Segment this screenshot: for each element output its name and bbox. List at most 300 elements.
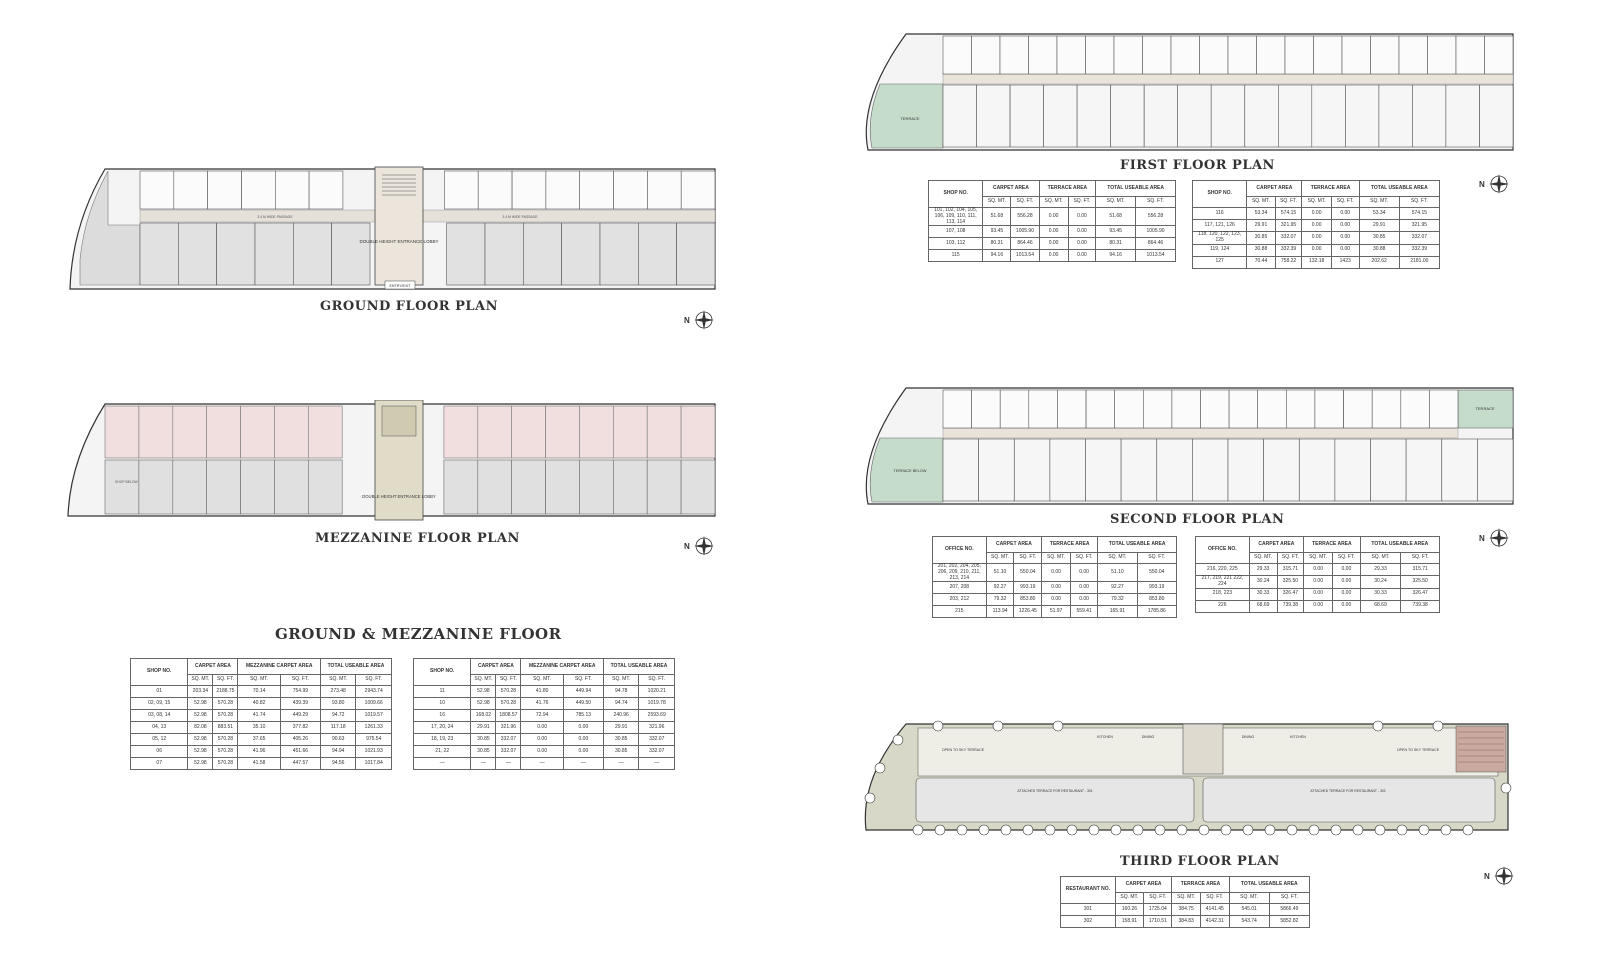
table-cell: 165.91 bbox=[1098, 606, 1137, 618]
table-cell: 321.95 bbox=[1275, 220, 1302, 232]
table-cell: 132.18 bbox=[1302, 256, 1331, 268]
table-unit-cell: SQ. MT. bbox=[320, 675, 355, 686]
table-row bbox=[1196, 588, 1440, 600]
compass-mezzanine bbox=[680, 534, 718, 563]
tree-icon bbox=[1331, 825, 1341, 835]
table-cell: 758.22 bbox=[1275, 256, 1302, 268]
shop-below-unit bbox=[647, 460, 681, 514]
table-cell: 93.45 bbox=[1096, 226, 1136, 238]
sf-terrace: TERRACE bbox=[1475, 406, 1495, 411]
table-cell: 68.69 bbox=[1360, 600, 1401, 612]
table-row bbox=[1193, 208, 1440, 220]
mz-lobby-label: DOUBLE HEIGHT ENTRANCE LOBBY bbox=[362, 494, 436, 499]
tree-icon bbox=[979, 825, 989, 835]
compass-first bbox=[1475, 172, 1513, 201]
third-floor-table bbox=[1060, 876, 1310, 928]
table-header-cell: TERRACE AREA bbox=[1302, 181, 1359, 197]
shop-below-unit bbox=[105, 460, 139, 514]
table-cell: 0.00 bbox=[1068, 208, 1096, 226]
table-unit-cell: SQ. FT. bbox=[1014, 553, 1042, 564]
table-cell: 29.91 bbox=[1359, 220, 1399, 232]
shop-unit bbox=[309, 171, 343, 209]
shop-unit bbox=[1245, 85, 1279, 147]
shop-unit bbox=[485, 223, 523, 285]
table-cell: 05, 12 bbox=[131, 734, 188, 746]
table-cell: 93.80 bbox=[320, 698, 355, 710]
shop-below-unit bbox=[546, 460, 580, 514]
office-unit bbox=[1335, 439, 1371, 501]
table-row bbox=[1193, 244, 1440, 256]
table-cell: 570.28 bbox=[213, 698, 238, 710]
table-cell: 0.00 bbox=[563, 722, 603, 734]
shop-unit bbox=[1010, 85, 1044, 147]
table-cell: 559.41 bbox=[1070, 606, 1097, 618]
office-unit bbox=[1264, 439, 1300, 501]
table-row bbox=[131, 734, 392, 746]
mezzanine-floor-drawing bbox=[60, 400, 720, 526]
mezzanine-unit bbox=[241, 406, 275, 458]
shop-below-unit bbox=[613, 460, 647, 514]
table-unit-cell: SQ. MT. bbox=[1249, 553, 1277, 564]
table-header-cell: SHOP NO. bbox=[1193, 181, 1247, 208]
table-cell: 30.88 bbox=[1359, 244, 1399, 256]
table-cell: 864.46 bbox=[1011, 238, 1039, 250]
tree-icon bbox=[1053, 721, 1063, 731]
table-cell: 30.85 bbox=[603, 746, 638, 758]
second-floor-table-left bbox=[932, 536, 1177, 618]
table-cell: 51.97 bbox=[1042, 606, 1071, 618]
table-unit-cell: SQ. MT. bbox=[1096, 197, 1136, 208]
shop-unit bbox=[1029, 36, 1058, 74]
office-unit bbox=[943, 439, 979, 501]
tf-kitchen-left: KITCHEN bbox=[1097, 735, 1113, 739]
table-cell: 883.51 bbox=[213, 722, 238, 734]
table-cell: 739.38 bbox=[1277, 600, 1303, 612]
office-unit bbox=[1344, 390, 1373, 428]
table-cell: 321.95 bbox=[1399, 220, 1439, 232]
office-unit bbox=[1192, 439, 1228, 501]
tree-icon bbox=[1353, 825, 1363, 835]
table-cell: 0.00 bbox=[1068, 238, 1096, 250]
table-cell: 326.47 bbox=[1277, 588, 1303, 600]
table-unit-cell: SQ. MT. bbox=[238, 675, 280, 686]
table-row bbox=[414, 710, 675, 722]
table-unit-cell: SQ. FT. bbox=[1200, 893, 1229, 904]
table-header-cell: TERRACE AREA bbox=[1042, 537, 1098, 553]
table-row bbox=[933, 594, 1177, 606]
table-cell: 0.00 bbox=[1304, 576, 1333, 589]
office-unit bbox=[979, 439, 1015, 501]
table-row bbox=[929, 250, 1176, 262]
table-cell: 332.07 bbox=[496, 734, 521, 746]
table-cell: 0.00 bbox=[1042, 564, 1071, 582]
table-cell: 570.28 bbox=[213, 746, 238, 758]
table-header-cell: TERRACE AREA bbox=[1172, 877, 1229, 893]
tree-icon bbox=[1067, 825, 1077, 835]
table-cell: 52.98 bbox=[188, 758, 213, 770]
mezzanine-floor-title: MEZZANINE FLOOR PLAN bbox=[315, 531, 520, 546]
tree-icon bbox=[1089, 825, 1099, 835]
tree-icon bbox=[1221, 825, 1231, 835]
tf-open-terrace-right: OPEN TO SKY TERRACE bbox=[1396, 748, 1440, 752]
mezzanine-unit bbox=[478, 406, 512, 458]
office-unit bbox=[1121, 439, 1157, 501]
table-cell: 0.00 bbox=[1070, 594, 1097, 606]
table-unit-cell: SQ. MT. bbox=[471, 675, 496, 686]
table-row bbox=[933, 564, 1177, 582]
table-cell: 53.34 bbox=[1359, 208, 1399, 220]
first-floor-drawing bbox=[858, 30, 1518, 156]
table-cell: 1005.90 bbox=[1011, 226, 1039, 238]
shop-unit bbox=[1114, 36, 1143, 74]
table-cell: 273.48 bbox=[320, 686, 355, 698]
table-cell: 993.19 bbox=[1014, 582, 1042, 594]
table-cell: 570.28 bbox=[213, 758, 238, 770]
shop-unit bbox=[1228, 36, 1257, 74]
office-unit bbox=[1371, 439, 1407, 501]
mezzanine-unit bbox=[274, 406, 308, 458]
mezzanine-unit bbox=[308, 406, 342, 458]
office-unit bbox=[1372, 390, 1401, 428]
table-row bbox=[414, 686, 675, 698]
table-cell: 41.96 bbox=[238, 746, 280, 758]
shop-unit bbox=[1342, 36, 1371, 74]
compass-rose-icon bbox=[1489, 174, 1509, 194]
table-unit-cell: SQ. FT. bbox=[1333, 553, 1360, 564]
table-cell: 51.68 bbox=[1096, 208, 1136, 226]
shop-below-unit bbox=[478, 460, 512, 514]
gf-lobby-label: DOUBLE HEIGHT ENTRANCE LOBBY bbox=[359, 239, 439, 244]
table-row bbox=[929, 226, 1176, 238]
table-cell: 0.00 bbox=[1039, 238, 1068, 250]
tf-attached-left: ATTACHED TERRACE FOR RESTAURANT - 301 bbox=[1017, 789, 1093, 793]
table-header-cell: SHOP NO. bbox=[414, 659, 471, 686]
table-cell: 315.71 bbox=[1277, 564, 1303, 576]
table-row bbox=[131, 758, 392, 770]
tree-icon bbox=[1309, 825, 1319, 835]
shop-unit bbox=[1077, 85, 1111, 147]
table-cell: 202.62 bbox=[1359, 256, 1399, 268]
tree-icon bbox=[1001, 825, 1011, 835]
table-cell: 11 bbox=[414, 686, 471, 698]
third-floor-title: THIRD FLOOR PLAN bbox=[1120, 854, 1280, 869]
table-cell: 06 bbox=[131, 746, 188, 758]
mezzanine-floor-plan bbox=[60, 400, 720, 526]
table-cell: 1226.45 bbox=[1014, 606, 1042, 618]
table-cell: 40.82 bbox=[238, 698, 280, 710]
table-cell: 68.69 bbox=[1249, 600, 1277, 612]
table-row bbox=[933, 606, 1177, 618]
office-unit bbox=[1228, 439, 1264, 501]
mezzanine-unit bbox=[105, 406, 139, 458]
compass-second bbox=[1475, 526, 1513, 555]
mezzanine-unit bbox=[613, 406, 647, 458]
office-unit bbox=[972, 390, 1001, 428]
table-cell: 332.07 bbox=[496, 746, 521, 758]
table-cell: 325.50 bbox=[1401, 576, 1440, 589]
table-cell: — bbox=[563, 758, 603, 770]
office-unit bbox=[1258, 390, 1287, 428]
table-cell: 70.14 bbox=[238, 686, 280, 698]
table-cell: 94.74 bbox=[603, 698, 638, 710]
table-cell: 574.15 bbox=[1275, 208, 1302, 220]
table-cell: 41.74 bbox=[238, 710, 280, 722]
table-cell: 113.94 bbox=[986, 606, 1014, 618]
table-cell: 30.85 bbox=[603, 734, 638, 746]
table-cell: 321.96 bbox=[639, 722, 675, 734]
table-unit-cell: SQ. FT. bbox=[1269, 893, 1309, 904]
office-unit bbox=[1014, 439, 1050, 501]
table-unit-cell: SQ. FT. bbox=[1275, 197, 1302, 208]
table-cell: 384.75 bbox=[1172, 904, 1201, 916]
table-cell: 1017.84 bbox=[356, 758, 392, 770]
table-cell: — bbox=[496, 758, 521, 770]
table-cell: 1808.57 bbox=[496, 710, 521, 722]
table-cell: 0.00 bbox=[1333, 600, 1360, 612]
table-cell: 754.99 bbox=[280, 686, 320, 698]
table-cell: 993.19 bbox=[1137, 582, 1176, 594]
shop-unit bbox=[1178, 85, 1212, 147]
tree-icon bbox=[875, 763, 885, 773]
table-cell: 1005.90 bbox=[1136, 226, 1176, 238]
table-cell: 94.94 bbox=[320, 746, 355, 758]
table-header-cell: TOTAL USEABLE AREA bbox=[1359, 181, 1439, 197]
shop-below-unit bbox=[308, 460, 342, 514]
table-unit-cell: SQ. MT. bbox=[1172, 893, 1201, 904]
table-row bbox=[1061, 916, 1310, 928]
tree-icon bbox=[1397, 825, 1407, 835]
shop-below-unit bbox=[139, 460, 173, 514]
shop-unit bbox=[1211, 85, 1245, 147]
table-unit-cell: SQ. FT. bbox=[1068, 197, 1096, 208]
table-cell: 80.31 bbox=[1096, 238, 1136, 250]
table-unit-cell: SQ. MT. bbox=[1302, 197, 1331, 208]
table-cell: 41.76 bbox=[521, 698, 563, 710]
gf-passage-left: 3.4 M WIDE PASSAGE bbox=[257, 215, 293, 219]
mezzanine-unit bbox=[207, 406, 241, 458]
tree-icon bbox=[1243, 825, 1253, 835]
shop-unit bbox=[1480, 85, 1514, 147]
table-row bbox=[1196, 564, 1440, 576]
mezzanine-unit bbox=[139, 406, 173, 458]
table-header-row bbox=[131, 659, 392, 675]
table-unit-cell: SQ. FT. bbox=[639, 675, 675, 686]
office-unit bbox=[1442, 439, 1478, 501]
table-cell: 07 bbox=[131, 758, 188, 770]
first-floor-table-left bbox=[928, 180, 1176, 262]
compass-third bbox=[1480, 864, 1518, 893]
second-floor-drawing bbox=[858, 384, 1518, 510]
tree-icon bbox=[1441, 825, 1451, 835]
table-header-cell: TOTAL USEABLE AREA bbox=[603, 659, 674, 675]
shop-unit bbox=[208, 171, 242, 209]
table-cell: 93.45 bbox=[983, 226, 1011, 238]
table-cell: 550.04 bbox=[1014, 564, 1042, 582]
tree-icon bbox=[993, 721, 1003, 731]
table-cell: 0.00 bbox=[1302, 208, 1331, 220]
tree-icon bbox=[1177, 825, 1187, 835]
table-cell: 117, 121, 126 bbox=[1193, 220, 1247, 232]
table-cell: 04, 13 bbox=[131, 722, 188, 734]
table-cell: 51.68 bbox=[983, 208, 1011, 226]
table-cell: 53.34 bbox=[1247, 208, 1275, 220]
table-cell: 0.00 bbox=[1302, 244, 1331, 256]
table-row bbox=[1196, 576, 1440, 589]
table-cell: 449.50 bbox=[563, 698, 603, 710]
ground-mezzanine-title: GROUND & MEZZANINE FLOOR bbox=[275, 625, 562, 643]
table-header-cell: OFFICE NO. bbox=[933, 537, 987, 564]
third-floor-drawing bbox=[858, 718, 1518, 844]
table-unit-cell: SQ. MT. bbox=[1247, 197, 1275, 208]
table-cell: 550.04 bbox=[1137, 564, 1176, 582]
table-cell: 2181.00 bbox=[1399, 256, 1439, 268]
table-cell: 556.28 bbox=[1136, 208, 1176, 226]
table-cell: 0.00 bbox=[563, 734, 603, 746]
office-unit bbox=[1477, 439, 1513, 501]
table-cell: 0.00 bbox=[1331, 232, 1359, 245]
table-unit-cell: SQ. FT. bbox=[496, 675, 521, 686]
third-floor-plan bbox=[858, 718, 1518, 844]
table-cell: 207, 208 bbox=[933, 582, 987, 594]
table-row bbox=[131, 698, 392, 710]
table-cell: 1020.21 bbox=[639, 686, 675, 698]
table-row bbox=[414, 698, 675, 710]
table-header-row bbox=[1193, 181, 1440, 197]
table-unit-cell: SQ. FT. bbox=[1331, 197, 1359, 208]
shop-unit bbox=[1412, 85, 1446, 147]
tree-icon bbox=[1265, 825, 1275, 835]
shop-unit bbox=[1312, 85, 1346, 147]
table-cell: 51.10 bbox=[1098, 564, 1137, 582]
shop-unit bbox=[600, 223, 638, 285]
mezzanine-unit bbox=[579, 406, 613, 458]
shop-unit bbox=[293, 223, 331, 285]
table-unit-cell: SQ. FT. bbox=[563, 675, 603, 686]
compass-rose-icon bbox=[1494, 866, 1514, 886]
table-cell: 117.18 bbox=[320, 722, 355, 734]
table-row bbox=[414, 734, 675, 746]
table-cell: 118, 120, 122, 123, 125 bbox=[1193, 232, 1247, 245]
shop-unit bbox=[178, 223, 216, 285]
table-unit-cell: SQ. MT. bbox=[1359, 197, 1399, 208]
tree-icon bbox=[865, 793, 875, 803]
office-unit bbox=[1086, 439, 1122, 501]
table-cell: 0.00 bbox=[1039, 226, 1068, 238]
gf-passage-right: 3.4 M WIDE PASSAGE bbox=[502, 215, 538, 219]
compass-ground bbox=[680, 308, 718, 337]
table-unit-cell: SQ. FT. bbox=[1011, 197, 1039, 208]
table-cell: 321.96 bbox=[496, 722, 521, 734]
office-unit bbox=[1406, 439, 1442, 501]
table-cell: 570.28 bbox=[496, 698, 521, 710]
shop-unit bbox=[1000, 36, 1029, 74]
table-cell: 52.98 bbox=[188, 746, 213, 758]
table-cell: 116 bbox=[1193, 208, 1247, 220]
table-cell: 570.28 bbox=[496, 686, 521, 698]
tree-icon bbox=[1045, 825, 1055, 835]
shop-unit bbox=[447, 223, 485, 285]
table-cell: 03, 08, 14 bbox=[131, 710, 188, 722]
table-cell: — bbox=[639, 758, 675, 770]
mezzanine-unit bbox=[512, 406, 546, 458]
shop-unit bbox=[332, 223, 370, 285]
table-cell: 1710.51 bbox=[1144, 916, 1172, 928]
shop-unit bbox=[512, 171, 546, 209]
second-floor-table-right bbox=[1195, 536, 1440, 613]
table-header-cell: TERRACE AREA bbox=[1304, 537, 1360, 553]
second-floor-plan bbox=[858, 384, 1518, 510]
table-cell: 82.08 bbox=[188, 722, 213, 734]
shop-unit bbox=[1171, 36, 1200, 74]
table-cell: — bbox=[414, 758, 471, 770]
table-cell: 30.33 bbox=[1360, 588, 1401, 600]
table-cell: 217, 219, 221 222, 224 bbox=[1196, 576, 1250, 589]
tree-icon bbox=[1373, 721, 1383, 731]
tree-icon bbox=[1433, 721, 1443, 731]
shop-unit bbox=[614, 171, 648, 209]
table-cell: 405.26 bbox=[280, 734, 320, 746]
tree-icon bbox=[935, 825, 945, 835]
gf-entry-label: ENTRY/EXIT bbox=[389, 284, 411, 288]
table-row bbox=[1193, 220, 1440, 232]
tree-icon bbox=[1155, 825, 1165, 835]
table-cell: 94.16 bbox=[983, 250, 1011, 262]
shop-unit bbox=[1371, 36, 1400, 74]
shop-unit bbox=[972, 36, 1001, 74]
table-cell: 160.26 bbox=[1115, 904, 1143, 916]
table-header-cell: CARPET AREA bbox=[1115, 877, 1172, 893]
table-cell: 0.00 bbox=[1070, 564, 1097, 582]
office-unit bbox=[1286, 390, 1315, 428]
table-cell: 5866.49 bbox=[1269, 904, 1309, 916]
table-cell: 0.00 bbox=[1333, 576, 1360, 589]
table-cell: 0.00 bbox=[521, 746, 563, 758]
table-unit-cell: SQ. MT. bbox=[1360, 553, 1401, 564]
table-cell: 52.98 bbox=[471, 686, 496, 698]
table-cell: 4141.45 bbox=[1200, 904, 1229, 916]
second-floor-title: SECOND FLOOR PLAN bbox=[1110, 512, 1285, 527]
table-cell: 449.29 bbox=[280, 710, 320, 722]
shop-unit bbox=[1278, 85, 1312, 147]
shop-unit bbox=[1086, 36, 1115, 74]
table-unit-cell: SQ. MT. bbox=[1229, 893, 1269, 904]
shop-unit bbox=[1345, 85, 1379, 147]
table-row bbox=[131, 710, 392, 722]
office-unit bbox=[1229, 390, 1258, 428]
table-cell: 30.85 bbox=[471, 734, 496, 746]
table-unit-cell: SQ. MT. bbox=[1039, 197, 1068, 208]
table-unit-cell: SQ. FT. bbox=[1070, 553, 1097, 564]
table-header-row bbox=[414, 659, 675, 675]
table-cell: 92.27 bbox=[1098, 582, 1137, 594]
table-cell: 52.98 bbox=[471, 698, 496, 710]
table-cell: 1785.86 bbox=[1137, 606, 1176, 618]
shop-below-unit bbox=[444, 460, 478, 514]
table-cell: 119, 124 bbox=[1193, 244, 1247, 256]
table-header-cell: TOTAL USEABLE AREA bbox=[1360, 537, 1439, 553]
table-cell: 16 bbox=[414, 710, 471, 722]
ground-mezzanine-table-right bbox=[413, 658, 675, 770]
tree-icon bbox=[957, 825, 967, 835]
table-cell: 2188.75 bbox=[213, 686, 238, 698]
table-unit-cell: SQ. MT. bbox=[1115, 893, 1143, 904]
table-row bbox=[1196, 600, 1440, 612]
compass-rose-icon bbox=[1489, 528, 1509, 548]
table-cell: 447.57 bbox=[280, 758, 320, 770]
table-cell: 0.00 bbox=[1042, 594, 1071, 606]
table-header-cell: SHOP NO. bbox=[929, 181, 983, 208]
table-cell: 0.00 bbox=[1333, 588, 1360, 600]
